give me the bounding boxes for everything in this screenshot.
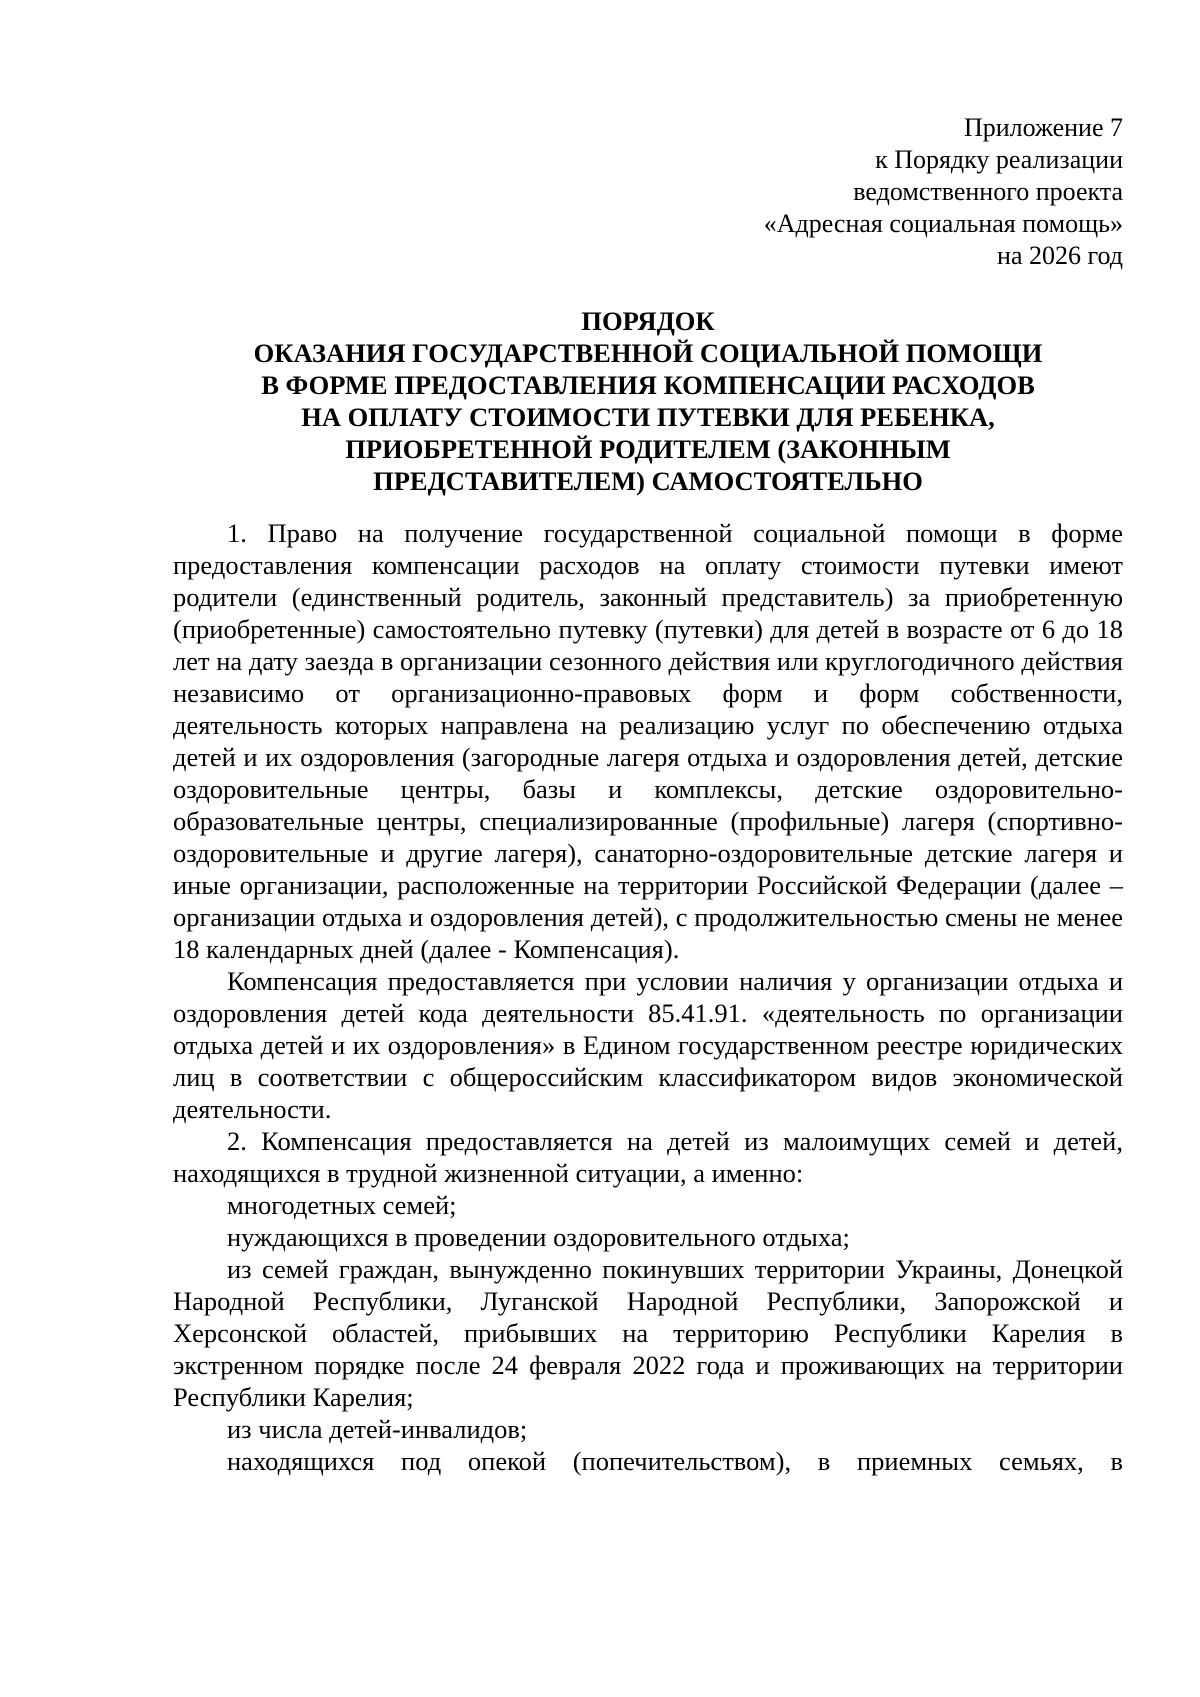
appendix-line: ведомственного проекта: [853, 177, 1123, 206]
title-line: ОКАЗАНИЯ ГОСУДАРСТВЕННОЙ СОЦИАЛЬНОЙ ПОМОЩИ: [253, 338, 1043, 368]
list-item: из семей граждан, вынужденно покинувших территории Украины, Донецкой Народной Республики, Луганской Народной Республики, Запорожской и Херсонской областей, прибывших на территорию Республики Карелия в экстренном порядке после 24 февраля 2022 года и проживающих на территории Республики Карелия;: [173, 1254, 1123, 1412]
list-item: многодетных семей;: [227, 1190, 457, 1220]
list-item: из числа детей-инвалидов;: [227, 1414, 528, 1444]
appendix-line: на 2026 год: [997, 241, 1123, 270]
title-line: В ФОРМЕ ПРЕДОСТАВЛЕНИЯ КОМПЕНСАЦИИ РАСХОДОВ: [261, 370, 1035, 400]
paragraph-1: 1. Право на получение государственной социальной помощи в форме предоставления компенсации расходов на оплату стоимости путевки имеют родители (единственный родитель, законный представитель) за приобретенную (приобретенные) самостоятельно путевку (путевки) для детей в возрасте от 6 до 18 лет на дату заезда в организации сезонного действия или круглогодичного действия независимо от организационно-правовых форм и форм собственности, деятельность которых направлена на реализацию услуг по обеспечению отдыха детей и их оздоровления (загородные лагеря отдыха и оздоровления детей, детские оздоровительные центры, базы и комплексы, детские оздоровительно-образовательные центры, специализированные (профильные) лагеря (спортивно-оздоровительные и другие лагеря), санаторно-оздоровительные детские лагеря и иные организации, расположенные на территории Российской Федерации (далее – организации отдыха и оздоровления детей), с продолжительностью смены не менее 18 календарных дней (далее - Компенсация).: [173, 518, 1123, 964]
title-line: ПРЕДСТАВИТЕЛЕМ) САМОСТОЯТЕЛЬНО: [373, 466, 923, 496]
appendix-note: [173, 112, 1123, 272]
appendix-line: Приложение 7: [963, 113, 1123, 142]
title-line: ПОРЯДОК: [581, 306, 715, 336]
title-line: ПРИОБРЕТЕННОЙ РОДИТЕЛЕМ (ЗАКОННЫМ: [345, 434, 951, 464]
appendix-line: «Адресная социальная помощь»: [763, 209, 1123, 238]
document-page: [173, 112, 1123, 1477]
appendix-line: к Порядку реализации: [875, 145, 1123, 174]
document-title: [173, 305, 1123, 497]
paragraph-2: 2. Компенсация предоставляется на детей из малоимущих семей и детей, находящихся в трудной жизненной ситуации, а именно:: [173, 1126, 1123, 1188]
title-line: НА ОПЛАТУ СТОИМОСТИ ПУТЕВКИ ДЛЯ РЕБЕНКА,: [301, 402, 995, 432]
list-item: находящихся под опекой (попечительством), в приемных семьях, в: [227, 1446, 1123, 1476]
list-item: нуждающихся в проведении оздоровительного отдыха;: [227, 1222, 850, 1252]
paragraph-compensation-condition: Компенсация предоставляется при условии наличия у организации отдыха и оздоровления детей кода деятельности 85.41.91. «деятельность по организации отдыха детей и их оздоровления» в Едином государственном реестре юридических лиц в соответствии с общероссийским классификатором видов экономической деятельности.: [173, 966, 1123, 1124]
document-body: [173, 517, 1123, 1477]
